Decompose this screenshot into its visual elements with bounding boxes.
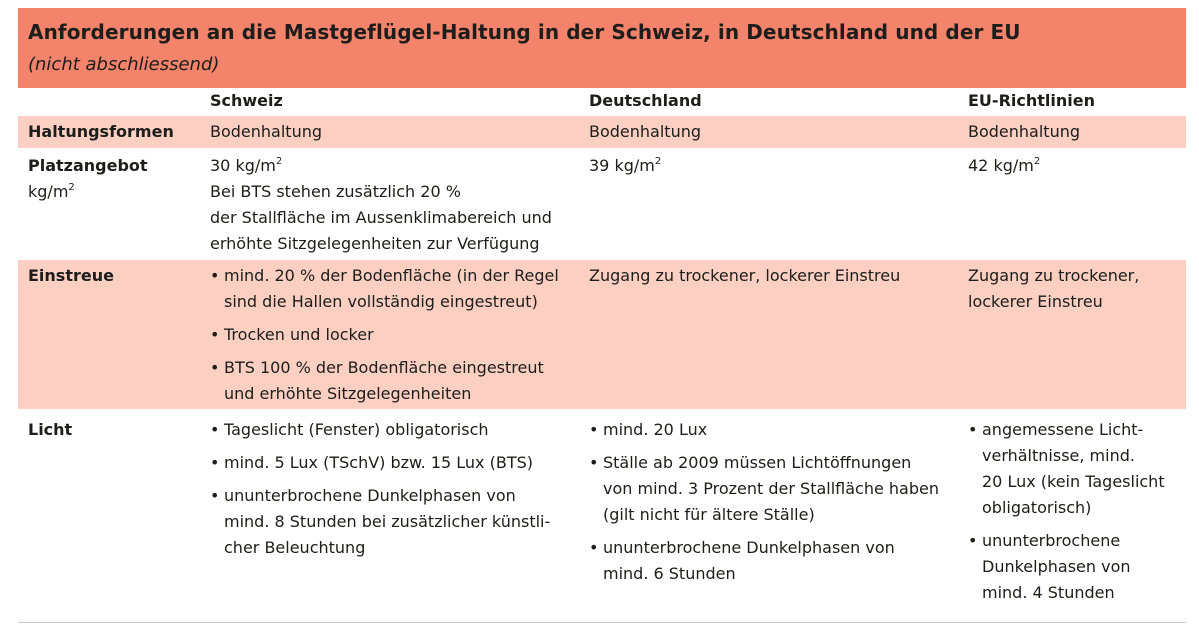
- row-label-licht: Licht: [28, 420, 73, 439]
- cell-licht-eu: [968, 417, 1165, 613]
- page-subtitle: (nicht abschliessend): [28, 54, 220, 75]
- list-item: • angemessene Licht- verhältnisse, mind. 20 Lux (kein Tageslicht obligatorisch): [968, 417, 1165, 521]
- row-label-text: Platzangebot: [28, 156, 148, 175]
- cell-einstreue-deutschland: Zugang zu trockener, lockerer Einstreu: [589, 266, 901, 285]
- list-item: • Tageslicht (Fenster) obligatorisch: [210, 417, 550, 443]
- bullet-list: [968, 417, 1165, 606]
- list-item: • mind. 20 % der Bodenfläche (in der Regel sind die Hallen vollständig eingestreut): [210, 263, 559, 315]
- list-item: • BTS 100 % der Bodenfläche eingestreut und erhöhte Sitzgelegenheiten: [210, 355, 559, 407]
- text-line: der Stallfläche im Aussenklimabereich und: [210, 208, 552, 227]
- text-line: erhöhte Sitzgelegenheiten zur Verfügung: [210, 234, 540, 253]
- value-schweiz: 30 $kg/m^2$: [210, 155, 283, 175]
- column-header-deutschland: Deutschland: [589, 91, 702, 110]
- row-label-haltungsformen: Haltungsformen: [28, 122, 174, 141]
- list-item: • Ställe ab 2009 müssen Lichtöffnungen von mind. 3 Prozent der Stallfläche haben (gilt nicht für ältere Ställe): [589, 450, 939, 528]
- text-line: Bei BTS stehen zusätzlich 20 %: [210, 182, 461, 201]
- table-row-platzangebot: [18, 150, 1186, 258]
- column-header-eu: EU-Richtlinien: [968, 91, 1095, 110]
- list-item: • Trocken und locker: [210, 322, 559, 348]
- table-row-licht: [18, 409, 1186, 623]
- bullet-list: [589, 417, 939, 587]
- list-item: • ununterbrochene Dunkelphasen von mind. 6 Stunden: [589, 535, 939, 587]
- table-row-einstreue: [18, 260, 1186, 409]
- cell-haltungsformen-eu: Bodenhaltung: [968, 122, 1081, 141]
- column-header-schweiz: Schweiz: [210, 91, 283, 110]
- list-item: • ununterbrochene Dunkelphasen von mind. 4 Stunden: [968, 528, 1165, 606]
- cell-haltungsformen-deutschland: Bodenhaltung: [589, 122, 702, 141]
- row-label-platzangebot: [28, 153, 148, 205]
- column-header-row: [18, 88, 1186, 116]
- list-item: • ununterbrochene Dunkelphasen von mind. 8 Stunden bei zusätzlicher künstli- cher Beleuchtung: [210, 483, 550, 561]
- table-header: [18, 8, 1186, 88]
- cell-licht-schweiz: [210, 417, 550, 568]
- page-title: Anforderungen an die Mastgeflügel-Haltung in der Schweiz, in Deutschland und der EU: [28, 20, 1021, 44]
- cell-haltungsformen-schweiz: Bodenhaltung: [210, 122, 323, 141]
- list-item: • mind. 5 Lux (TSchV) bzw. 15 Lux (BTS): [210, 450, 550, 476]
- cell-einstreue-eu: Zugang zu trockener, lockerer Einstreu: [968, 266, 1140, 311]
- bullet-list: [210, 263, 559, 407]
- row-sublabel-unit: $kg/m^2$: [28, 181, 75, 201]
- row-label-einstreue: Einstreue: [28, 266, 114, 285]
- cell-einstreue-schweiz: [210, 263, 559, 414]
- bullet-list: [210, 417, 550, 561]
- cell-platzangebot-deutschland: 39 $kg/m^2$: [589, 155, 662, 175]
- table-row-haltungsformen: [18, 116, 1186, 148]
- cell-licht-deutschland: [589, 417, 939, 594]
- list-item: • mind. 20 Lux: [589, 417, 939, 443]
- cell-platzangebot-schweiz: [210, 153, 552, 257]
- cell-platzangebot-eu: 42 $kg/m^2$: [968, 155, 1041, 175]
